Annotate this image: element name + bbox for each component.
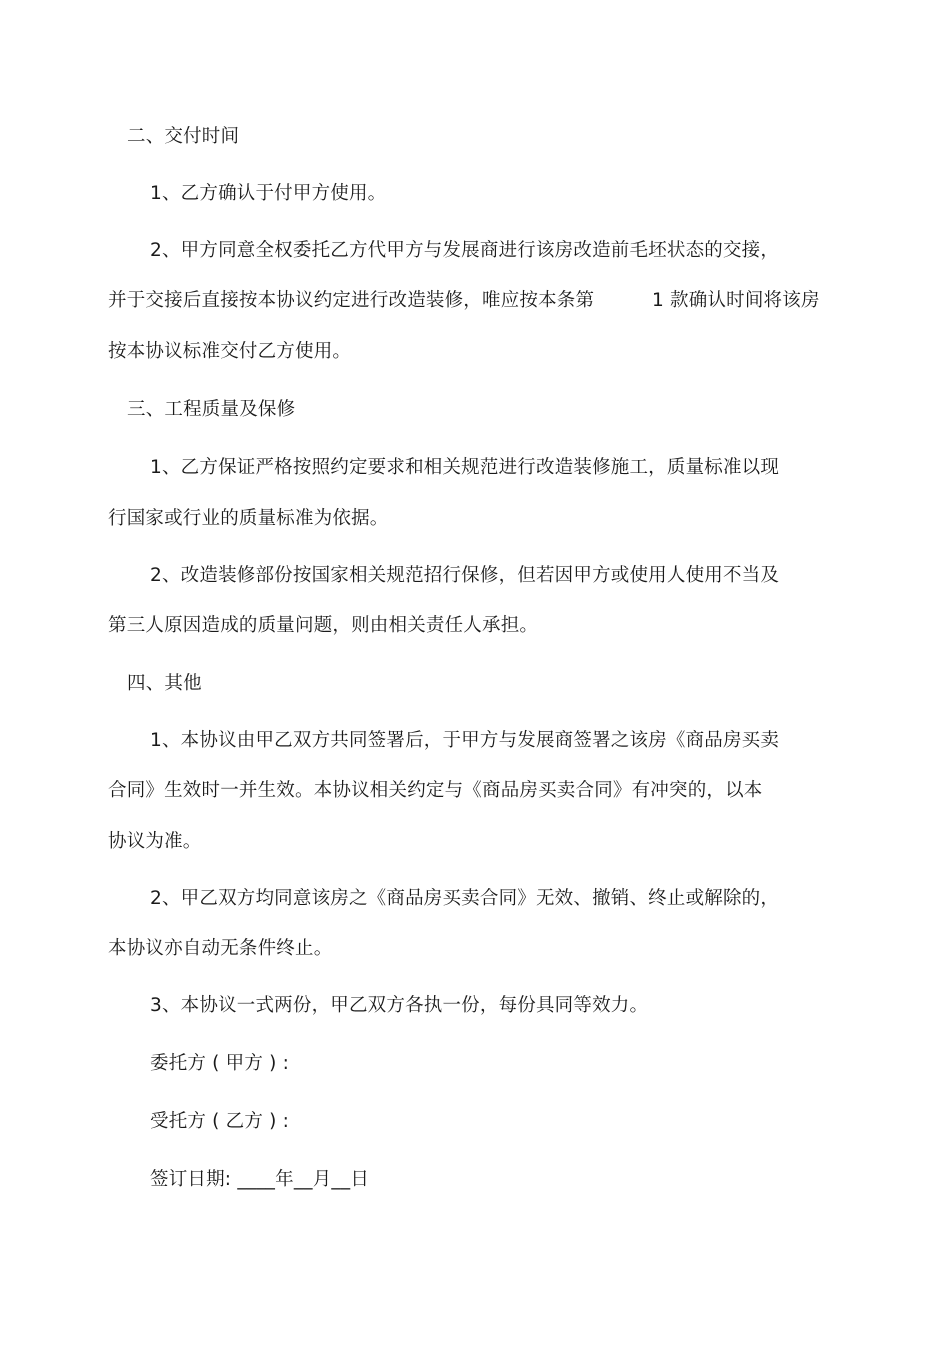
clause-3-1-line-1: 1、乙方保证严格按照约定要求和相关规范进行改造装修施工，质量标准以现 (150, 457, 780, 478)
clause-3-1-line-2: 行国家或行业的质量标准为依据。 (108, 508, 389, 529)
clause-3-2-line-1: 2、改造装修部份按国家相关规范招行保修，但若因甲方或使用人使用不当及 (150, 565, 780, 586)
clause-2-2-line-1: 2、甲方同意全权委托乙方代甲方与发展商进行该房改造前毛坯状态的交接， (150, 240, 780, 261)
section-heading-quality-warranty: 三、工程质量及保修 (127, 399, 296, 420)
signature-party-b: 受托方 ( 乙方 ) : (150, 1111, 290, 1132)
clause-4-1-line-3: 协议为准。 (108, 831, 202, 852)
clause-4-1-line-1: 1、本协议由甲乙双方共同签署后，于甲方与发展商签署之该房《商品房买卖 (150, 730, 780, 751)
clause-3-2-line-2: 第三人原因造成的质量问题，则由相关责任人承担。 (108, 615, 539, 636)
clause-2-1: 1、乙方确认于付甲方使用。 (150, 183, 387, 204)
clause-4-2-line-1: 2、甲乙双方均同意该房之《商品房买卖合同》无效、撤销、终止或解除的， (150, 888, 780, 909)
clause-2-2-line-2a: 并于交接后直接按本协议约定进行改造装修，唯应按本条第 (108, 290, 595, 311)
clause-4-2-line-2: 本协议亦自动无条件终止。 (108, 938, 333, 959)
clause-4-1-line-2: 合同》生效时一并生效。本协议相关约定与《商品房买卖合同》有冲突的，以本 (108, 780, 763, 801)
clause-4-3: 3、本协议一式两份，甲乙双方各执一份，每份具同等效力。 (150, 995, 649, 1016)
clause-2-2-line-2b: 1 款确认时间将该房 (652, 290, 820, 311)
clause-2-2-line-3: 按本协议标准交付乙方使用。 (108, 341, 352, 362)
section-heading-delivery-time: 二、交付时间 (127, 126, 240, 147)
section-heading-other: 四、其他 (127, 673, 202, 694)
signature-party-a: 委托方 ( 甲方 ) : (150, 1053, 290, 1074)
signature-date: 签订日期: ____年__月__日 (150, 1169, 370, 1190)
